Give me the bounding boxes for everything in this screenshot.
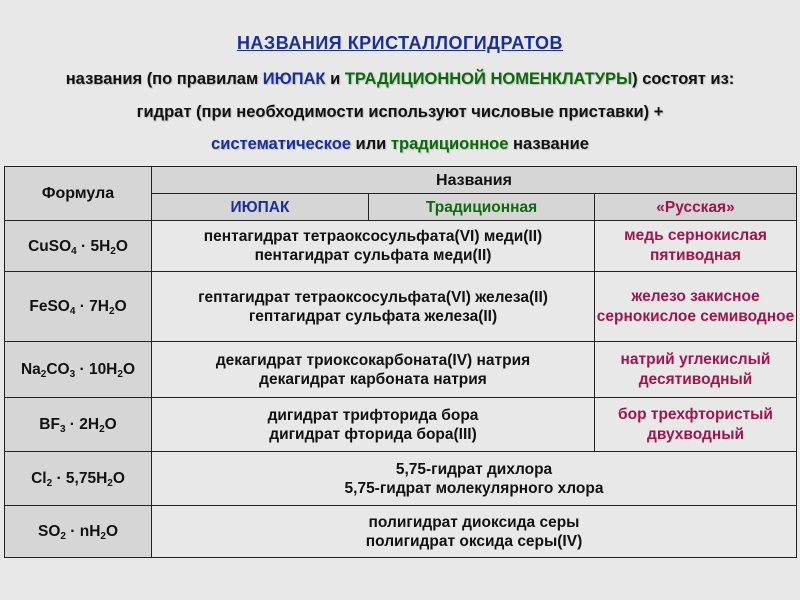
table-row <box>5 342 797 398</box>
header-traditional: Традиционная <box>369 194 595 221</box>
traditional-name: пентагидрат сульфата меди(II) <box>254 247 492 264</box>
traditional-term: традиционное <box>390 135 509 153</box>
table-row <box>5 506 797 558</box>
formula-cell: $Cl_2 \cdot 5,75H_2O$ <box>5 452 152 506</box>
header-russian: «Русская» <box>595 194 797 221</box>
table-row <box>5 398 797 452</box>
intro-line-2: гидрат (при необходимости используют числовые приставки) + <box>136 103 664 121</box>
traditional-nomenclature-term: ТРАДИЦИОННОЙ НОМЕНКЛАТУРЫ <box>344 70 633 88</box>
formula-cell: CuSO$_4$ · $5H_2O$ <box>5 221 152 272</box>
russian-name: медь сернокислая пятиводная <box>595 221 797 272</box>
iupac-name: полигидрат диоксида серы <box>368 513 580 531</box>
intro-text: или <box>350 135 391 153</box>
names-cell <box>152 506 797 558</box>
intro-line-1 <box>0 70 800 89</box>
names-cell <box>152 452 797 506</box>
names-cell <box>152 221 595 272</box>
iupac-name: декагидрат триоксокарбоната(IV) натрия <box>215 351 531 369</box>
traditional-name: полигидрат оксида серы(IV) <box>365 532 583 550</box>
names-cell <box>152 398 595 452</box>
russian-name: железо закисное сернокислое семиводное <box>595 272 797 342</box>
traditional-name: 5,75-гидрат молекулярного хлора <box>344 479 604 497</box>
iupac-name: дигидрат трифторида бора <box>267 406 479 424</box>
formula-cell: $SO_2 \cdot nH_2O$ <box>5 506 152 558</box>
russian-name: бор трехфтористый двухводный <box>595 398 797 452</box>
hydrates-table <box>4 166 797 558</box>
traditional-name: дигидрат фторида бора(III) <box>269 425 477 443</box>
intro-text: и <box>325 70 345 88</box>
table-row <box>5 221 797 272</box>
header-iupac: ИЮПАК <box>152 194 369 221</box>
iupac-name: пентагидрат тетраоксосульфата(VI) меди(II) <box>203 228 543 245</box>
names-cell <box>152 272 595 342</box>
page-title: НАЗВАНИЯ КРИСТАЛЛОГИДРАТОВ <box>236 33 564 53</box>
traditional-name: гептагидрат сульфата железа(II) <box>248 307 498 325</box>
formula-cell: $BF_3 \cdot 2H_2O$ <box>5 398 152 452</box>
formula-cell: $Na_2CO_3 \cdot 10H_2O$ <box>5 342 152 398</box>
intro-line-3 <box>0 135 800 154</box>
traditional-name: декагидрат карбоната натрия <box>259 370 487 388</box>
table-row <box>5 452 797 506</box>
intro-text: название <box>508 135 589 153</box>
header-formula: Формула <box>5 167 152 221</box>
formula-cell: FeSO$_4$ · $7H_2O$ <box>5 272 152 342</box>
iupac-name: гептагидрат тетраоксосульфата(VI) железа(II) <box>198 288 548 306</box>
iupac-term: ИЮПАК <box>262 70 326 88</box>
intro-text: ) состоят из: <box>632 70 735 88</box>
iupac-name: 5,75-гидрат дихлора <box>395 460 553 478</box>
russian-name: натрий углекислый десятиводный <box>595 342 797 398</box>
names-cell <box>152 342 595 398</box>
header-names: Названия <box>152 167 797 194</box>
systematic-term: систематическое <box>211 135 351 153</box>
intro-text: названия (по правилам <box>65 70 263 88</box>
table-row <box>5 272 797 342</box>
